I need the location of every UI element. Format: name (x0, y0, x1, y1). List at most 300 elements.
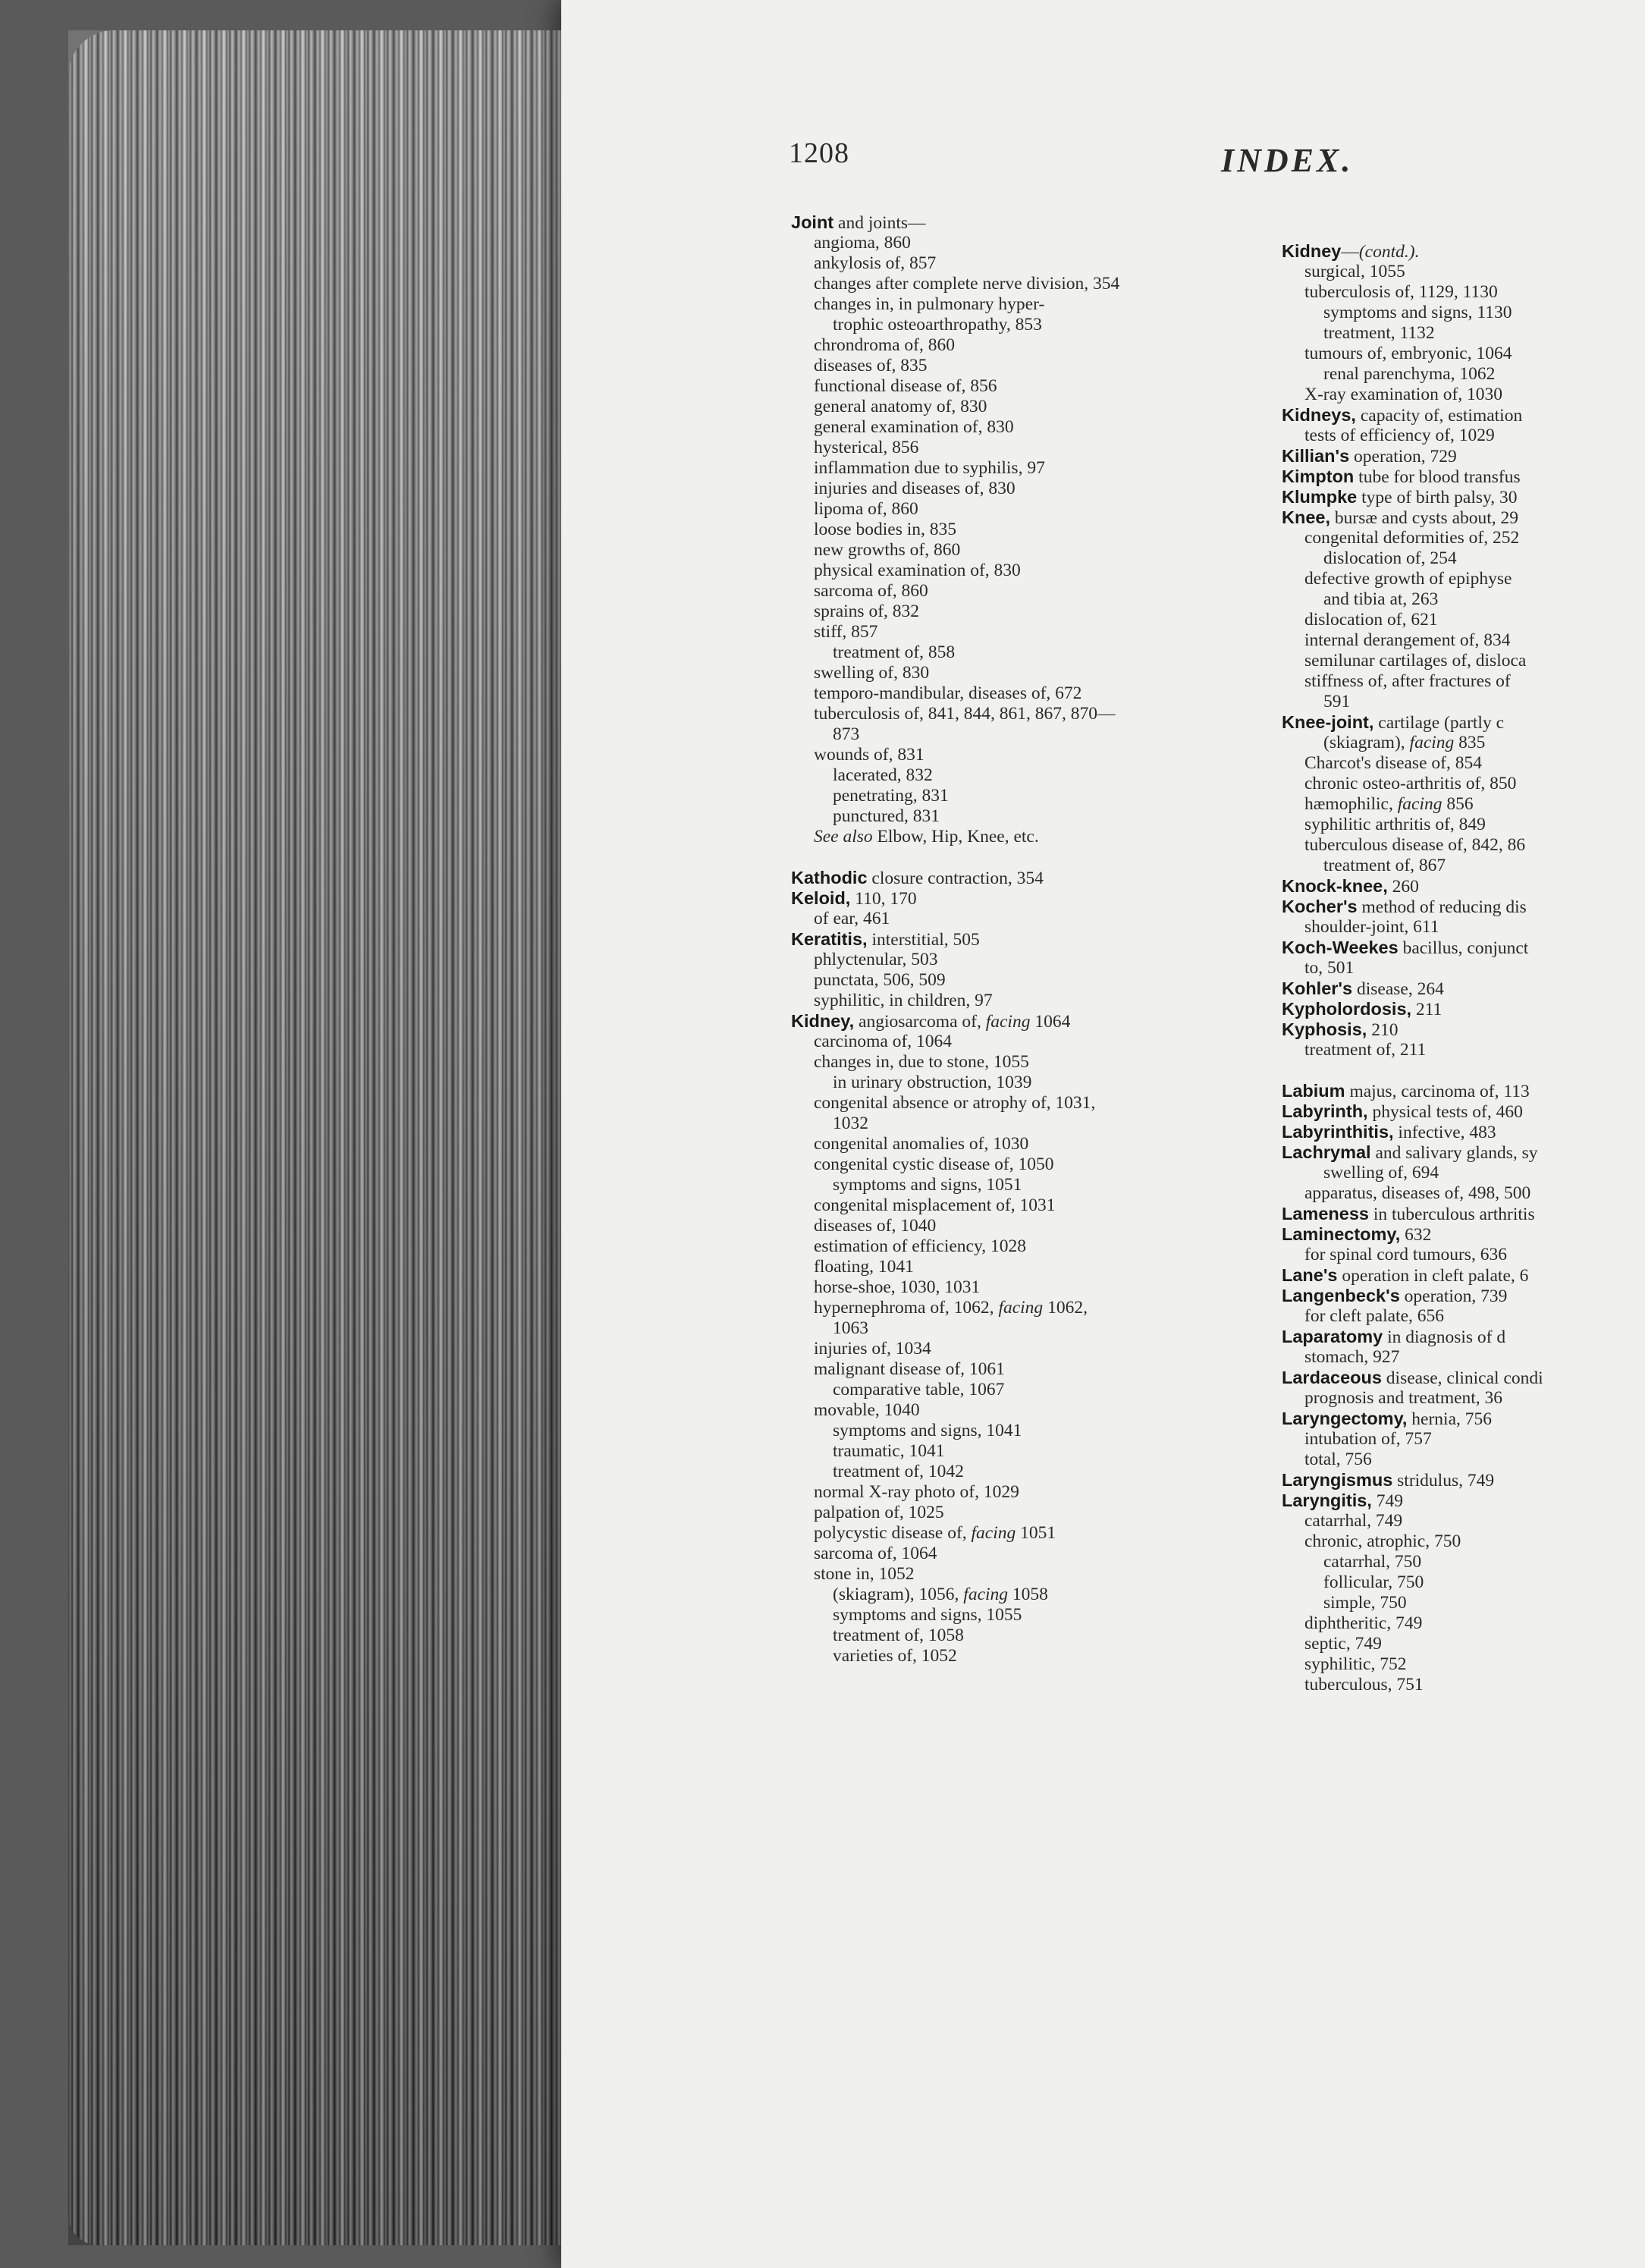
index-entry (1282, 1368, 1645, 1388)
index-subentry (791, 274, 1269, 294)
index-subentry (791, 1523, 1269, 1544)
entry-text: and salivary glands, sy (1370, 1143, 1538, 1163)
index-entry (1282, 1327, 1645, 1347)
index-subentry (1282, 1163, 1645, 1183)
entry-text: X-ray examination of, 1030 (1304, 385, 1503, 404)
entry-text: stone in, 1052 (814, 1564, 915, 1584)
index-entry (1282, 1081, 1645, 1101)
index-subentry (1282, 589, 1645, 610)
index-subentry (791, 1646, 1269, 1666)
entry-text: sprains of, 832 (814, 602, 920, 621)
entry-text: facing (1397, 794, 1443, 814)
index-subentry (791, 1318, 1269, 1339)
entry-text: bacillus, conjunct (1398, 938, 1529, 958)
entry-text: to, 501 (1304, 958, 1355, 978)
entry-headword: Keratitis, (791, 929, 868, 949)
entry-text: comparative table, 1067 (833, 1380, 1005, 1399)
entry-headword: Laryngitis, (1282, 1491, 1372, 1510)
index-subentry (791, 1400, 1269, 1421)
entry-text: catarrhal, 750 (1323, 1552, 1422, 1572)
entry-text: treatment of, 211 (1304, 1040, 1427, 1060)
index-subentry (1282, 1306, 1645, 1327)
entry-headword: Kidneys, (1282, 405, 1356, 425)
entry-headword: Kypholordosis, (1282, 999, 1412, 1019)
entry-text: — (1341, 242, 1359, 262)
index-entry (791, 888, 1269, 909)
entry-text: changes in, due to stone, 1055 (814, 1052, 1029, 1072)
entry-text: 1032 (833, 1114, 868, 1133)
index-subentry (791, 1544, 1269, 1564)
index-entry (1282, 446, 1645, 466)
index-subentry (791, 356, 1269, 376)
index-subentry (791, 704, 1269, 724)
index-subentry (1282, 1183, 1645, 1204)
entry-text: hæmophilic, (1304, 794, 1398, 814)
entry-text: apparatus, diseases of, 498, 500 (1304, 1183, 1531, 1203)
entry-headword: Lachrymal (1282, 1142, 1371, 1162)
entry-text: stridulus, 749 (1392, 1471, 1495, 1491)
entry-text: changes after complete nerve division, 354 (814, 274, 1120, 294)
index-subentry (791, 827, 1269, 847)
entry-text: 210 (1367, 1020, 1399, 1040)
index-entry (1282, 712, 1645, 733)
page-title: INDEX. (1221, 142, 1354, 179)
section-gap (791, 847, 1269, 868)
index-subentry (791, 1380, 1269, 1400)
entry-text: capacity of, estimation (1355, 406, 1523, 426)
index-subentry (1282, 774, 1645, 794)
entry-headword: Knee-joint, (1282, 712, 1374, 732)
index-subentry (1282, 323, 1645, 344)
entry-text: angiosarcoma of, (854, 1012, 986, 1032)
entry-text: injuries and diseases of, 830 (814, 479, 1016, 498)
index-subentry (791, 315, 1269, 335)
entry-text: chronic, atrophic, 750 (1304, 1531, 1461, 1551)
index-subentry (1282, 1347, 1645, 1368)
entry-text: stiffness of, after fractures of (1304, 671, 1511, 691)
entry-text: semilunar cartilages of, disloca (1304, 651, 1527, 671)
entry-text: ankylosis of, 857 (814, 253, 937, 273)
entry-text: (skiagram), 1056, (833, 1585, 964, 1604)
entry-text: in diagnosis of d (1383, 1327, 1506, 1347)
index-subentry (1282, 630, 1645, 651)
index-entry (1282, 1491, 1645, 1511)
index-entry (791, 1011, 1269, 1032)
entry-text: majus, carcinoma of, 113 (1345, 1082, 1530, 1101)
index-subentry (791, 417, 1269, 438)
entry-text: cartilage (partly c (1373, 713, 1505, 733)
index-subentry (791, 950, 1269, 970)
index-subentry (791, 642, 1269, 663)
index-subentry (1282, 344, 1645, 364)
index-entry (1282, 1286, 1645, 1306)
entry-text: hysterical, 856 (814, 438, 919, 457)
index-entry (1282, 1101, 1645, 1122)
index-subentry (791, 1482, 1269, 1503)
index-subentry (1282, 1511, 1645, 1531)
index-subentry (1282, 733, 1645, 753)
entry-text: diphtheritic, 749 (1304, 1613, 1423, 1633)
entry-text: syphilitic, 752 (1304, 1654, 1407, 1674)
entry-headword: Lardaceous (1282, 1368, 1382, 1387)
entry-text: chrondroma of, 860 (814, 335, 955, 355)
entry-text: 1064 (1030, 1012, 1071, 1032)
entry-text: 1062, (1043, 1298, 1088, 1318)
index-entry (1282, 1122, 1645, 1142)
entry-headword: Kidney, (791, 1011, 855, 1031)
index-entry (1282, 1204, 1645, 1224)
entry-text: symptoms and signs, 1130 (1323, 303, 1512, 322)
index-subentry (1282, 856, 1645, 876)
entry-text: syphilitic, in children, 97 (814, 991, 993, 1010)
entry-text: punctured, 831 (833, 806, 940, 826)
entry-text: carcinoma of, 1064 (814, 1032, 953, 1051)
entry-text: lacerated, 832 (833, 765, 933, 785)
entry-text: Charcot's disease of, 854 (1304, 753, 1482, 773)
entry-text: physical examination of, 830 (814, 561, 1021, 580)
index-entry (1282, 897, 1645, 917)
index-subentry (791, 1154, 1269, 1175)
entry-text: of ear, 461 (814, 909, 890, 928)
index-entry (1282, 507, 1645, 528)
index-subentry (791, 1503, 1269, 1523)
index-subentry (1282, 1388, 1645, 1409)
entry-text: horse-shoe, 1030, 1031 (814, 1277, 981, 1297)
entry-text: 1051 (1016, 1523, 1056, 1543)
entry-text: See also (814, 827, 873, 847)
entry-headword: Laparatomy (1282, 1327, 1383, 1346)
index-subentry (791, 1298, 1269, 1318)
entry-headword: Klumpke (1282, 487, 1358, 507)
entry-headword: Kidney (1282, 241, 1342, 261)
entry-text: general examination of, 830 (814, 417, 1014, 437)
index-subentry (791, 1032, 1269, 1052)
entry-text: physical tests of, 460 (1367, 1102, 1523, 1122)
entry-text: congenital deformities of, 252 (1304, 528, 1520, 548)
entry-text: lipoma of, 860 (814, 499, 918, 519)
index-subentry (1282, 1634, 1645, 1654)
entry-text: 1058 (1008, 1585, 1048, 1604)
entry-headword: Killian's (1282, 446, 1350, 466)
entry-text: infective, 483 (1393, 1123, 1496, 1142)
entry-text: sarcoma of, 1064 (814, 1544, 937, 1563)
entry-text: operation, 739 (1399, 1286, 1508, 1306)
entry-text: normal X-ray photo of, 1029 (814, 1482, 1019, 1502)
entry-text: type of birth palsy, 30 (1357, 488, 1518, 507)
index-subentry (791, 561, 1269, 581)
entry-text: closure contraction, 354 (867, 869, 1044, 888)
entry-text: and joints— (833, 213, 926, 233)
index-subentry (791, 745, 1269, 765)
entry-text: sarcoma of, 860 (814, 581, 928, 601)
entry-text: injuries of, 1034 (814, 1339, 931, 1359)
index-entry (791, 212, 1269, 233)
entry-text: symptoms and signs, 1041 (833, 1421, 1022, 1440)
index-subentry (791, 806, 1269, 827)
index-entry (1282, 999, 1645, 1019)
entry-text: treatment, 1132 (1323, 323, 1435, 343)
index-entry (1282, 1265, 1645, 1286)
entry-text: tests of efficiency of, 1029 (1304, 426, 1495, 445)
index-subentry (1282, 692, 1645, 712)
entry-headword: Laryngismus (1282, 1470, 1393, 1490)
index-subentry (791, 458, 1269, 479)
entry-headword: Kocher's (1282, 897, 1358, 916)
index-subentry (791, 1359, 1269, 1380)
index-subentry (791, 970, 1269, 991)
index-entry (1282, 466, 1645, 487)
entry-text: operation, 729 (1349, 447, 1457, 466)
entry-headword: Labyrinthitis, (1282, 1122, 1394, 1142)
entry-text: angioma, 860 (814, 233, 911, 253)
index-subentry (791, 397, 1269, 417)
entry-text: new growths of, 860 (814, 540, 961, 560)
entry-text: diseases of, 835 (814, 356, 928, 375)
index-subentry (1282, 282, 1645, 303)
entry-text: 110, 170 (850, 889, 917, 909)
index-subentry (1282, 364, 1645, 385)
entry-text: functional disease of, 856 (814, 376, 997, 396)
index-subentry (791, 1073, 1269, 1093)
index-subentry (1282, 548, 1645, 569)
entry-headword: Knee, (1282, 507, 1330, 527)
entry-text: wounds of, 831 (814, 745, 925, 765)
index-subentry (1282, 815, 1645, 835)
entry-text: palpation of, 1025 (814, 1503, 944, 1522)
entry-text: 856 (1442, 794, 1474, 814)
entry-text: general anatomy of, 830 (814, 397, 987, 416)
entry-text: malignant disease of, 1061 (814, 1359, 1005, 1379)
index-column-right (1282, 241, 1645, 1695)
entry-text: 260 (1387, 877, 1419, 897)
entry-text: congenital absence or atrophy of, 1031, (814, 1093, 1096, 1113)
entry-text: total, 756 (1304, 1450, 1372, 1469)
entry-text: facing (998, 1298, 1044, 1318)
index-subentry (1282, 1593, 1645, 1613)
entry-text: congenital cystic disease of, 1050 (814, 1154, 1054, 1174)
index-subentry (1282, 1572, 1645, 1593)
index-subentry (1282, 1531, 1645, 1552)
entry-text: congenital anomalies of, 1030 (814, 1134, 1029, 1154)
index-subentry (791, 1134, 1269, 1154)
entry-text: penetrating, 831 (833, 786, 949, 806)
index-subentry (1282, 917, 1645, 938)
entry-text: tuberculous disease of, 842, 86 (1304, 835, 1526, 855)
entry-text: syphilitic arthritis of, 849 (1304, 815, 1486, 834)
entry-text: tuberculosis of, 1129, 1130 (1304, 282, 1498, 302)
index-subentry (791, 1052, 1269, 1073)
entry-headword: Kohler's (1282, 979, 1353, 998)
entry-headword: Koch-Weekes (1282, 938, 1399, 957)
entry-text: Elbow, Hip, Knee, etc. (872, 827, 1039, 847)
entry-text: 591 (1323, 692, 1351, 711)
index-subentry (791, 663, 1269, 683)
index-subentry (791, 376, 1269, 397)
index-subentry (791, 1216, 1269, 1236)
index-subentry (791, 1462, 1269, 1482)
entry-text: treatment of, 867 (1323, 856, 1446, 875)
entry-text: varieties of, 1052 (833, 1646, 957, 1666)
entry-text: tube for blood transfus (1354, 467, 1521, 487)
index-entry (1282, 876, 1645, 897)
page-edges (68, 30, 584, 2245)
entry-text: tuberculous, 751 (1304, 1675, 1424, 1695)
entry-text: method of reducing dis (1357, 897, 1527, 917)
index-subentry (1282, 262, 1645, 282)
index-subentry (791, 991, 1269, 1011)
index-subentry (1282, 1429, 1645, 1450)
index-subentry (791, 786, 1269, 806)
entry-headword: Knock-knee, (1282, 876, 1388, 896)
section-gap (1282, 1060, 1645, 1081)
index-entry (1282, 1142, 1645, 1163)
index-subentry (791, 1114, 1269, 1134)
index-subentry (1282, 958, 1645, 979)
index-subentry (791, 1277, 1269, 1298)
entry-text: 211 (1411, 1000, 1443, 1019)
entry-text: symptoms and signs, 1055 (833, 1605, 1022, 1625)
index-subentry (791, 233, 1269, 253)
entry-text: dislocation of, 621 (1304, 610, 1438, 630)
entry-text: congenital misplacement of, 1031 (814, 1195, 1056, 1215)
index-subentry (791, 499, 1269, 520)
index-entry (1282, 405, 1645, 426)
entry-text: shoulder-joint, 611 (1304, 917, 1439, 937)
entry-text: catarrhal, 749 (1304, 1511, 1403, 1531)
entry-text: facing (963, 1585, 1009, 1604)
index-subentry (1282, 610, 1645, 630)
index-subentry (791, 1175, 1269, 1195)
index-subentry (791, 540, 1269, 561)
index-subentry (791, 581, 1269, 602)
entry-text: swelling of, 830 (814, 663, 930, 683)
index-entry (1282, 938, 1645, 958)
index-subentry (1282, 1450, 1645, 1470)
entry-headword: Keloid, (791, 888, 851, 908)
entry-text: internal derangement of, 834 (1304, 630, 1511, 650)
entry-text: treatment of, 1042 (833, 1462, 964, 1481)
index-entry (1282, 1019, 1645, 1040)
index-entry (791, 868, 1269, 888)
entry-text: stiff, 857 (814, 622, 878, 642)
entry-headword: Labyrinth, (1282, 1101, 1368, 1121)
index-subentry (791, 1236, 1269, 1257)
index-subentry (1282, 385, 1645, 405)
entry-text: tuberculosis of, 841, 844, 861, 867, 870— (814, 704, 1116, 724)
entry-text: hernia, 756 (1407, 1409, 1493, 1429)
entry-text: operation in cleft palate, 6 (1337, 1266, 1529, 1286)
index-subentry (1282, 651, 1645, 671)
index-subentry (1282, 671, 1645, 692)
entry-text: 873 (833, 724, 860, 744)
index-column-left (791, 212, 1269, 1666)
index-subentry (1282, 426, 1645, 446)
index-subentry (791, 479, 1269, 499)
index-subentry (791, 1093, 1269, 1114)
index-entry (1282, 1224, 1645, 1245)
index-subentry (791, 253, 1269, 274)
index-subentry (1282, 794, 1645, 815)
index-subentry (791, 1441, 1269, 1462)
index-subentry (791, 683, 1269, 704)
index-subentry (1282, 1613, 1645, 1634)
entry-text: polycystic disease of, (814, 1523, 972, 1543)
entry-text: for cleft palate, 656 (1304, 1306, 1444, 1326)
entry-text: treatment of, 858 (833, 642, 956, 662)
index-subentry (791, 1421, 1269, 1441)
entry-text: prognosis and treatment, 36 (1304, 1388, 1503, 1408)
index-subentry (1282, 303, 1645, 323)
entry-text: facing (1409, 733, 1455, 752)
entry-text: trophic osteoarthropathy, 853 (833, 315, 1042, 335)
entry-text: facing (985, 1012, 1031, 1032)
index-subentry (791, 1585, 1269, 1605)
index-subentry (1282, 1654, 1645, 1675)
entry-headword: Langenbeck's (1282, 1286, 1400, 1305)
entry-headword: Laryngectomy, (1282, 1409, 1408, 1428)
entry-text: (contd.). (1358, 242, 1420, 262)
entry-text: phlyctenular, 503 (814, 950, 938, 969)
entry-text: in urinary obstruction, 1039 (833, 1073, 1032, 1092)
entry-text: defective growth of epiphyse (1304, 569, 1512, 589)
entry-text: movable, 1040 (814, 1400, 920, 1420)
entry-text: treatment of, 1058 (833, 1626, 964, 1645)
index-subentry (1282, 1245, 1645, 1265)
index-subentry (791, 1564, 1269, 1585)
entry-text: facing (971, 1523, 1016, 1543)
entry-text: diseases of, 1040 (814, 1216, 937, 1236)
index-subentry (1282, 753, 1645, 774)
entry-text: and tibia at, 263 (1323, 589, 1439, 609)
index-entry (791, 929, 1269, 950)
index-subentry (791, 335, 1269, 356)
entry-text: 1063 (833, 1318, 868, 1338)
index-subentry (791, 1257, 1269, 1277)
index-subentry (1282, 569, 1645, 589)
entry-text: dislocation of, 254 (1323, 548, 1457, 568)
index-subentry (791, 602, 1269, 622)
entry-headword: Labium (1282, 1081, 1345, 1101)
index-entry (1282, 1470, 1645, 1491)
index-entry (1282, 979, 1645, 999)
entry-text: symptoms and signs, 1051 (833, 1175, 1022, 1195)
entry-text: simple, 750 (1323, 1593, 1407, 1613)
index-subentry (1282, 528, 1645, 548)
entry-text: traumatic, 1041 (833, 1441, 945, 1461)
entry-text: 835 (1454, 733, 1486, 752)
index-subentry (791, 438, 1269, 458)
entry-text: inflammation due to syphilis, 97 (814, 458, 1045, 478)
index-subentry (791, 1195, 1269, 1216)
entry-text: disease, clinical condi (1381, 1368, 1543, 1388)
entry-text: chronic osteo-arthritis of, 850 (1304, 774, 1517, 793)
entry-text: stomach, 927 (1304, 1347, 1400, 1367)
entry-headword: Kimpton (1282, 466, 1355, 486)
entry-text: for spinal cord tumours, 636 (1304, 1245, 1507, 1264)
entry-headword: Laminectomy, (1282, 1224, 1401, 1244)
entry-text: estimation of efficiency, 1028 (814, 1236, 1026, 1256)
entry-text: 749 (1371, 1491, 1403, 1511)
entry-headword: Lameness (1282, 1204, 1369, 1224)
entry-text: temporo-mandibular, diseases of, 672 (814, 683, 1082, 703)
entry-text: swelling of, 694 (1323, 1163, 1439, 1183)
entry-text: renal parenchyma, 1062 (1323, 364, 1496, 384)
entry-text: tumours of, embryonic, 1064 (1304, 344, 1512, 363)
entry-text: in tuberculous arthritis (1368, 1205, 1535, 1224)
index-subentry (1282, 835, 1645, 856)
entry-text: 632 (1400, 1225, 1432, 1245)
index-subentry (1282, 1552, 1645, 1572)
